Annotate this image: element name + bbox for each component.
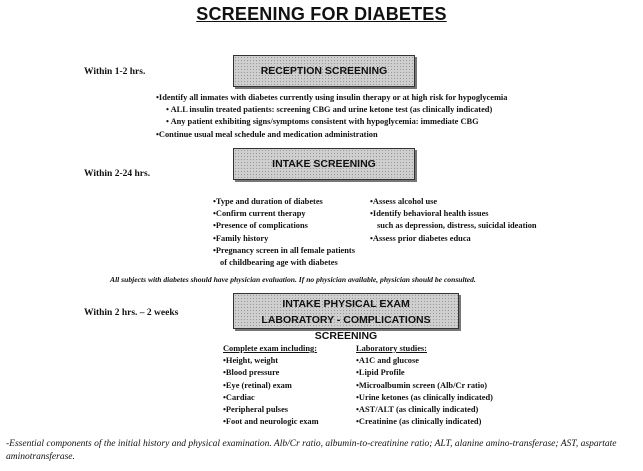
time-label-reception: Within 1-2 hrs. xyxy=(84,67,146,77)
list-item: •Confirm current therapy xyxy=(213,209,306,219)
exam-column-heading: Complete exam including: xyxy=(223,344,317,353)
list-item: •Urine ketones (as clinically indicated) xyxy=(356,392,493,402)
list-item: •Pregnancy screen in all female patients xyxy=(213,245,355,255)
list-item: of childbearing age with diabetes xyxy=(220,258,338,268)
list-item: •AST/ALT (as clinically indicated) xyxy=(356,405,479,415)
list-item: •Presence of complications xyxy=(213,221,308,231)
box-label: RECEPTION SCREENING xyxy=(260,65,388,77)
list-item: •Peripheral pulses xyxy=(223,405,289,415)
list-item: • ALL insulin treated patients: screening CBG and urine ketone test (as clinically indicated) xyxy=(166,105,493,115)
exam-list xyxy=(223,343,319,428)
list-item: •Blood pressure xyxy=(223,368,280,378)
list-item: •Creatinine (as clinically indicated) xyxy=(356,417,482,427)
intake-right-list xyxy=(370,196,537,245)
list-item: •Eye (retinal) exam xyxy=(223,380,292,390)
physical-exam-box xyxy=(233,293,459,342)
list-item: •Height, weight xyxy=(223,356,279,366)
box-label: LABORATORY - COMPLICATIONS SCREENING xyxy=(261,314,431,342)
lab-studies-list xyxy=(356,343,493,428)
list-item: such as depression, distress, suicidal ideation xyxy=(377,221,537,231)
list-item: •Assess alcohol use xyxy=(370,197,438,206)
reception-bullet-list xyxy=(156,92,507,141)
time-label-intake: Within 2-24 hrs. xyxy=(84,169,151,179)
list-item: •Identify behavioral health issues xyxy=(370,209,489,219)
list-item: •Foot and neurologic exam xyxy=(223,417,319,427)
list-item: •Family history xyxy=(213,233,269,243)
figure-caption: -Essential components of the initial history and physical examination. Alb/Cr ratio, albumin-to-creatinine ratio; ALT, alanine amino-transferase; AST, aspartate aminotransferase. xyxy=(6,439,617,462)
lab-column-heading: Laboratory studies: xyxy=(356,344,427,353)
intake-left-list xyxy=(213,196,355,269)
intake-screening-box xyxy=(233,148,415,180)
diagram-title: SCREENING FOR DIABETES xyxy=(196,4,447,24)
list-item: •Cardiac xyxy=(223,392,255,402)
reception-screening-box xyxy=(233,55,415,87)
box-label: INTAKE SCREENING xyxy=(272,158,376,170)
list-item: •Assess prior diabetes educa xyxy=(370,233,471,243)
physician-note: All subjects with diabetes should have physician evaluation. If no physician available, physician should be consulted. xyxy=(110,275,476,284)
list-item: • Any patient exhibiting signs/symptoms consistent with hypoglycemia: immediate CBG xyxy=(166,117,479,127)
box-label: INTAKE PHYSICAL EXAM xyxy=(282,298,410,310)
list-item: •Identify all inmates with diabetes currently using insulin therapy or at high risk for hypoglycemia xyxy=(156,93,508,102)
time-label-physical-exam: Within 2 hrs. – 2 weeks xyxy=(84,308,179,318)
list-item: •A1C and glucose xyxy=(356,356,419,366)
list-item: •Type and duration of diabetes xyxy=(213,197,323,206)
list-item: •Lipid Profile xyxy=(356,368,405,378)
list-item: •Continue usual meal schedule and medication administration xyxy=(156,129,378,139)
list-item: •Microalbumin screen (Alb/Cr ratio) xyxy=(356,380,488,390)
